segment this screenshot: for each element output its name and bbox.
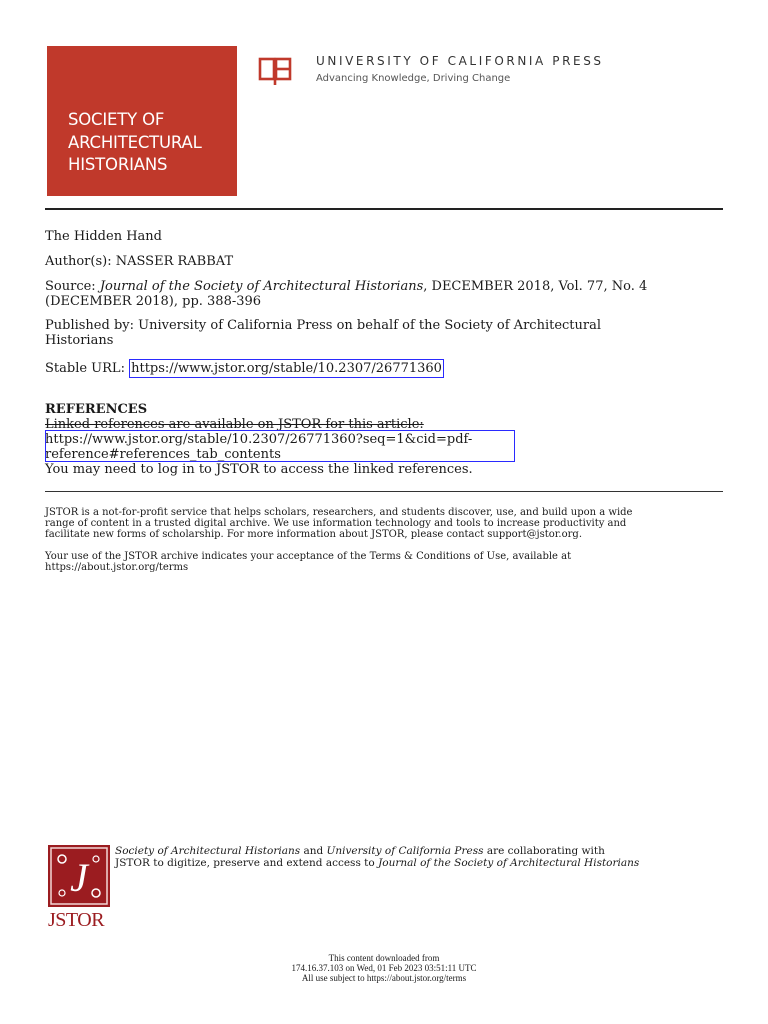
collab-org-1: Society of Architectural Historians [115,845,301,857]
footer-line: This content downloaded from [328,953,440,963]
jstor-terms [45,551,725,573]
section-divider [45,491,723,492]
header-divider [45,208,723,210]
authors-label: Author(s): [45,254,112,269]
references-login-note: You may need to log in to JSTOR to access the linked references. [45,462,473,477]
source-details: , DECEMBER 2018, Vol. 77, No. 4 [423,279,648,294]
authors-line [45,255,735,270]
references-link-box[interactable] [45,430,515,462]
jstor-wordmark: JSTOR [48,909,105,931]
stable-url-line [45,362,735,377]
ucp-tagline: Advancing Knowledge, Driving Change [316,73,511,84]
article-title: The Hidden Hand [45,229,162,244]
collab-rest-1: are collaborating with [483,845,605,857]
sah-logo [47,46,237,196]
download-footer [0,953,768,983]
published-label: Published by: [45,318,134,333]
jstor-logo [48,845,112,931]
source-label: Source: [45,279,96,294]
references-heading: REFERENCES [45,402,148,417]
source-line [45,280,735,309]
source-details-2: (DECEMBER 2018), pp. 388-396 [45,293,262,309]
sah-logo-line: ARCHITECTURAL [68,132,202,152]
collab-and: and [300,845,327,857]
sah-logo-text [68,109,202,177]
jstor-terms-url[interactable]: https://about.jstor.org/terms [45,562,189,573]
jstor-notice [45,507,725,540]
collab-journal: Journal of the Society of Architectural Historians [378,856,640,869]
collab-org-2: University of California Press [326,845,484,857]
sah-logo-line: HISTORIANS [68,155,168,174]
references-link-line-2[interactable]: reference#references_tab_contents [45,447,281,462]
references-intro: Linked references are available on JSTOR for this article: [45,417,424,432]
stable-url-label: Stable URL: [45,361,125,376]
jstor-notice-line: JSTOR is a not-for-profit service that helps scholars, researchers, and students discover, use, and build upon a wide [45,507,633,518]
collaboration-note [115,846,715,869]
ucp-book-icon [258,55,294,87]
published-line [45,319,735,348]
source-journal: Journal of the Society of Architectural Historians [99,279,424,294]
collab-rest-2: JSTOR to digitize, preserve and extend access to [115,856,379,869]
ucp-name: UNIVERSITY OF CALIFORNIA PRESS [316,54,604,68]
footer-line: 174.16.37.103 on Wed, 01 Feb 2023 03:51:11 UTC [291,963,477,973]
svg-text:J: J [70,855,88,900]
jstor-seal-icon [48,845,110,907]
stable-url-link[interactable]: https://www.jstor.org/stable/10.2307/26771360 [131,361,442,376]
jstor-terms-line: Your use of the JSTOR archive indicates your acceptance of the Terms & Conditions of Use, available at [45,551,572,562]
jstor-notice-line: range of content in a trusted digital archive. We use information technology and tools to increase productivity and [45,518,627,529]
sah-logo-line: SOCIETY OF [68,110,165,129]
references-section [45,402,735,477]
jstor-notice-line: facilitate new forms of scholarship. For more information about JSTOR, please contact support@jstor.org. [45,529,582,540]
references-link-line-1[interactable]: https://www.jstor.org/stable/10.2307/26771360?seq=1&cid=pdf- [45,432,473,447]
authors-value: NASSER RABBAT [115,254,234,269]
publisher-value: University of California Press on behalf of the Society of Architectural [138,318,602,333]
footer-line: All use subject to https://about.jstor.org/terms [301,973,467,983]
publisher-value-2: Historians [45,332,114,348]
